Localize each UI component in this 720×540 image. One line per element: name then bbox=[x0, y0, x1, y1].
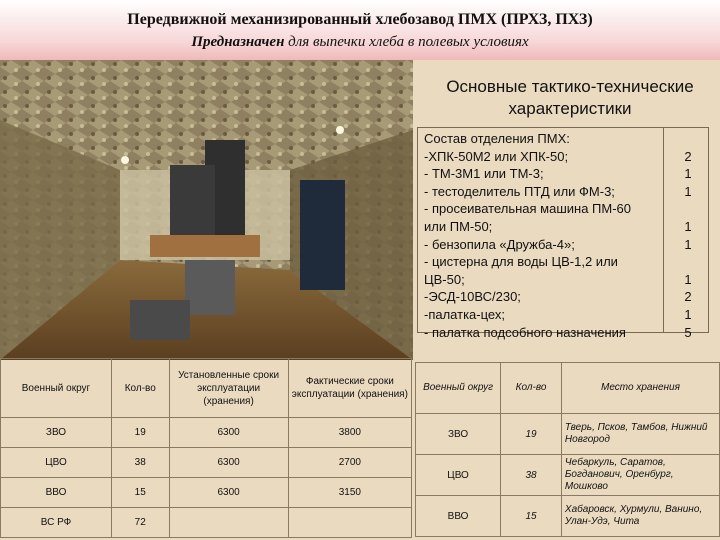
table-cell: Тверь, Псков, Тамбов, Нижний Новгород bbox=[561, 414, 719, 455]
table-row bbox=[1, 418, 412, 448]
header-banner bbox=[0, 0, 720, 60]
composition-item: - тестоделитель ПТД или ФМ-3; bbox=[424, 183, 615, 199]
composition-item: - палатка подсобного назначения bbox=[424, 324, 626, 340]
composition-item: - цистерна для воды ЦВ-1,2 или bbox=[424, 254, 618, 270]
service-life-table bbox=[0, 358, 412, 538]
column-header: Кол-во bbox=[111, 359, 169, 418]
table-cell: 6300 bbox=[169, 478, 288, 508]
table-row bbox=[416, 496, 720, 537]
composition-qty: 1 bbox=[684, 236, 692, 252]
table-cell: 19 bbox=[501, 414, 562, 455]
table-cell: 72 bbox=[111, 508, 169, 538]
composition-qty bbox=[673, 130, 703, 148]
page-title: Передвижной механизированный хлебозавод ПМХ (ПРХЗ, ПХЗ) bbox=[127, 11, 593, 28]
column-header: Установленные сроки эксплуатации (хранения) bbox=[169, 359, 288, 418]
table-cell: ЦВО bbox=[1, 448, 112, 478]
page-subtitle bbox=[0, 34, 720, 51]
table-header-row bbox=[416, 363, 720, 414]
subtitle-bold: Предназначен bbox=[191, 34, 285, 50]
composition-qty: 2 bbox=[684, 148, 692, 164]
table-cell: ЗВО bbox=[416, 414, 501, 455]
composition-item: ЦВ-50; bbox=[424, 271, 465, 287]
table-cell: ВС РФ bbox=[1, 508, 112, 538]
table-cell: 38 bbox=[501, 455, 562, 496]
table-cell: ЗВО bbox=[1, 418, 112, 448]
composition-item: или ПМ-50; bbox=[424, 218, 493, 234]
table-cell: ВВО bbox=[416, 496, 501, 537]
table-cell: 15 bbox=[111, 478, 169, 508]
characteristics-heading bbox=[420, 76, 720, 120]
table-row bbox=[416, 455, 720, 496]
composition-qty: 1 bbox=[684, 183, 692, 199]
characteristics-heading-line1: Основные тактико-технические bbox=[446, 77, 694, 96]
composition-qty: 1 bbox=[684, 306, 692, 322]
composition-qty: 1 bbox=[684, 166, 692, 182]
table-row bbox=[1, 508, 412, 538]
table-header-row bbox=[1, 359, 412, 418]
table-cell bbox=[169, 508, 288, 538]
composition-qty: 1 bbox=[684, 218, 692, 234]
composition-qty: 2 bbox=[684, 289, 692, 305]
table-cell: 15 bbox=[501, 496, 562, 537]
characteristics-heading-line2: характеристики bbox=[508, 99, 632, 118]
table-cell: 3150 bbox=[288, 478, 411, 508]
column-header: Военный округ bbox=[416, 363, 501, 414]
table-cell: Чебаркуль, Саратов, Богданович, Оренбург, Мошково bbox=[561, 455, 719, 496]
column-header: Кол-во bbox=[501, 363, 562, 414]
composition-item: -ЭСД-10ВС/230; bbox=[424, 289, 521, 305]
composition-box bbox=[417, 127, 709, 340]
storage-location-table bbox=[415, 362, 720, 537]
table-cell: 6300 bbox=[169, 418, 288, 448]
table-row bbox=[1, 448, 412, 478]
composition-item: - просеивательная машина ПМ-60 bbox=[424, 201, 632, 217]
bakery-tent-photo bbox=[0, 60, 413, 360]
column-header: Фактические сроки эксплуатации (хранения) bbox=[288, 359, 411, 418]
composition-qty bbox=[673, 200, 703, 218]
composition-divider bbox=[663, 128, 664, 332]
table-cell: 19 bbox=[111, 418, 169, 448]
composition-qty: 1 bbox=[684, 271, 692, 287]
table-cell: 38 bbox=[111, 448, 169, 478]
column-header: Военный округ bbox=[1, 359, 112, 418]
table-cell: Хабаровск, Хурмули, Ванино, Улан-Удэ, Чита bbox=[561, 496, 719, 537]
composition-items bbox=[424, 130, 659, 341]
composition-item: -палатка-цех; bbox=[424, 306, 505, 322]
table-cell: 6300 bbox=[169, 448, 288, 478]
composition-item: - ТМ-3М1 или ТМ-3; bbox=[424, 166, 544, 182]
column-header: Место хранения bbox=[561, 363, 719, 414]
table-row bbox=[416, 414, 720, 455]
table-cell: 3800 bbox=[288, 418, 411, 448]
table-cell bbox=[288, 508, 411, 538]
table-cell: ЦВО bbox=[416, 455, 501, 496]
composition-quantities bbox=[673, 130, 703, 341]
composition-qty: 5 bbox=[684, 324, 692, 340]
table-cell: ВВО bbox=[1, 478, 112, 508]
table-row bbox=[1, 478, 412, 508]
composition-item: - бензопила «Дружба-4»; bbox=[424, 236, 575, 252]
subtitle-rest: для выпечки хлеба в полевых условиях bbox=[284, 34, 529, 50]
composition-item: -ХПК-50М2 или ХПК-50; bbox=[424, 148, 569, 164]
composition-item: Состав отделения ПМХ: bbox=[424, 131, 570, 146]
table-cell: 2700 bbox=[288, 448, 411, 478]
composition-qty bbox=[673, 253, 703, 271]
